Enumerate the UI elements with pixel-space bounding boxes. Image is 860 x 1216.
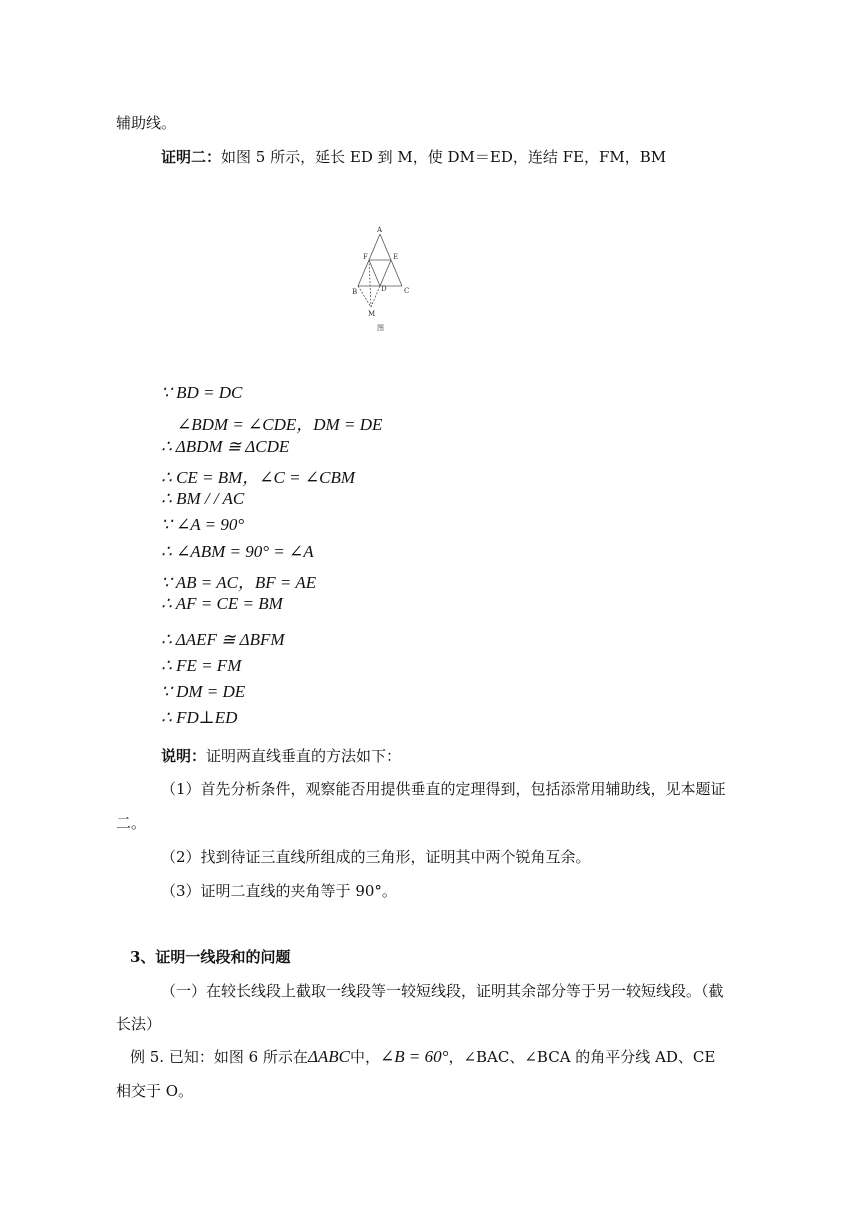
proof-step: ∴ AF = CE = BM xyxy=(161,594,283,613)
note-text: 证明两直线垂直的方法如下： xyxy=(206,747,402,765)
label-c: C xyxy=(404,287,410,295)
proof2-text: 如图 5 所示，延长 ED 到 M，使 DM＝ED，连结 FE，FM，BM xyxy=(221,148,667,166)
triangle-diagram xyxy=(350,224,420,334)
proof-step: ∴ ΔBDM ≅ ΔCDE xyxy=(161,437,290,456)
example-5-angle: ∠B = 60° xyxy=(380,1047,449,1066)
line-bm xyxy=(358,286,371,307)
proof-step: ∴ BM / / AC xyxy=(161,489,245,508)
method-item-3: （3）证明二直线的夹角等于 90°。 xyxy=(161,882,397,900)
label-a: A xyxy=(377,226,383,234)
figure-5 xyxy=(350,224,420,334)
proof-step: ∵ DM = DE xyxy=(161,682,246,701)
section-heading: 3、证明一线段和的问题 xyxy=(130,948,291,966)
example-5-text-b: 中， xyxy=(350,1048,381,1066)
proof-step: ∴ FE = FM xyxy=(161,656,242,675)
example-5-text-a: 例 5. 已知：如图 6 所示在 xyxy=(130,1048,308,1066)
method-item-1: （1）首先分析条件，观察能否用提供垂直的定理得到，包括添常用辅助线，见本题证 xyxy=(161,780,726,798)
proof-step: ∵ ∠A = 90° xyxy=(161,515,245,534)
example-5-text-c: ，∠BAC、∠BCA 的角平分线 AD、CE xyxy=(448,1048,716,1066)
method-1-paragraph: （一）在较长线段上截取一线段等一较短线段，证明其余部分等于另一较短线段。（截 xyxy=(161,982,724,1000)
example-5-triangle: ΔABC xyxy=(307,1047,351,1066)
proof-step: ∵ AB = AC，BF = AE xyxy=(161,573,317,592)
example-5 xyxy=(130,1046,715,1067)
method-item-1-cont: 二。 xyxy=(116,814,147,832)
line-ed xyxy=(380,260,391,286)
label-m: M xyxy=(368,310,376,318)
proof-step: ∠BDM = ∠CDE，DM = DE xyxy=(177,415,383,434)
proof-step: ∴ CE = BM，∠C = ∠CBM xyxy=(161,468,355,487)
text-aux-line: 辅助线。 xyxy=(116,114,177,132)
proof-step: ∵ BD = DC xyxy=(161,383,243,402)
label-f: F xyxy=(363,253,368,261)
proof2-intro xyxy=(161,146,666,167)
example-5-cont: 相交于 O。 xyxy=(116,1082,194,1100)
label-b: B xyxy=(352,288,358,296)
line-fd xyxy=(369,260,380,286)
label-d: D xyxy=(381,285,387,293)
proof-step: ∴ ΔAEF ≅ ΔBFM xyxy=(161,630,285,649)
proof-step: ∴ FD⊥ED xyxy=(161,708,238,727)
note-line xyxy=(161,745,401,766)
proof-step: ∴ ∠ABM = 90° = ∠A xyxy=(161,542,314,561)
note-label: 说明： xyxy=(161,747,207,765)
method-1-paragraph-cont: 长法） xyxy=(116,1015,162,1033)
label-e: E xyxy=(393,253,399,261)
method-item-2: （2）找到待证三直线所组成的三角形，证明其中两个锐角互余。 xyxy=(161,848,591,866)
line-dm xyxy=(371,286,380,307)
figure-caption: 图 xyxy=(377,324,384,332)
line-fm xyxy=(369,260,371,307)
proof2-label: 证明二： xyxy=(161,148,222,166)
